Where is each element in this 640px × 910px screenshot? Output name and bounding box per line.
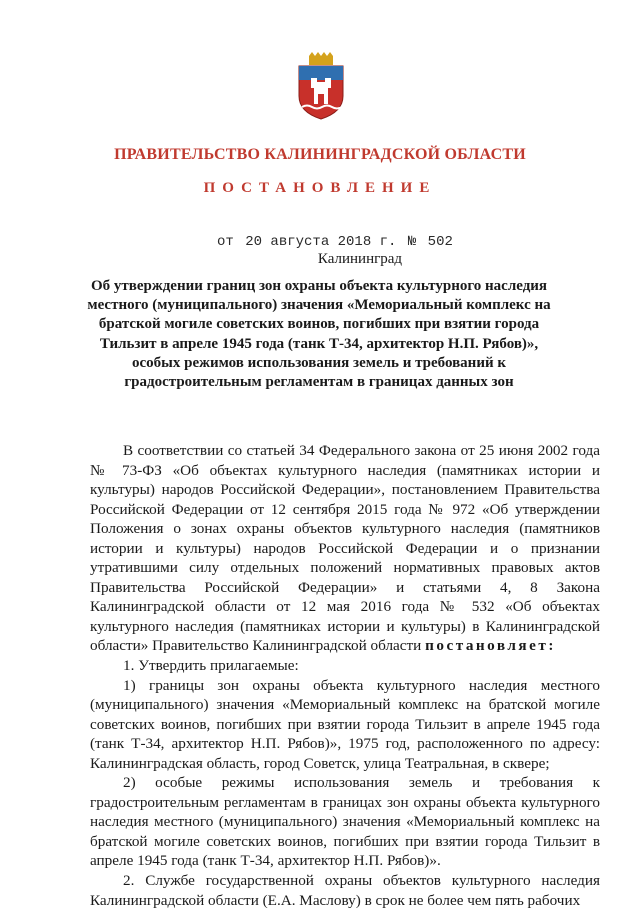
preamble-paragraph bbox=[90, 441, 600, 656]
item-1-2: 2) особые режимы использования земель и требования к градостроительным регламентам в границах зон охраны объекта культурного наследия местного (муниципального) значения «Мемориальный комплекс на братской могиле советских воинов, погибших при взятии города Тильзит в апреле 1945 года (танк Т-34, архитектор Н.П. Рябов)». bbox=[90, 774, 600, 870]
kaliningrad-coat-of-arms-icon bbox=[296, 52, 346, 120]
preamble-text: В соответствии со статьей 34 Федерального закона от 25 июня 2002 года № 73-ФЗ «Об объектах культурного наследия (памятниках истории и культуры) народов Российской Федерации», постановлением Правительства Российской Федерации от 12 сентября 2015 года № 972 «Об утверждении Положения о зонах охраны объектов культурного наследия (памятников истории и культуры) народов Российской Федерации и о признании утратившими силу отдельных положений нормативных правовых актов Правительства Российской Федерации» и статьями 4, 8 Закона Калининградской области от 12 мая 2016 года № 532 «Об объектах культурного наследия (памятниках истории и культуры) в Калининградской области» Правительство Калининградской области bbox=[90, 442, 600, 655]
item-1-1: 1) границы зон охраны объекта культурного наследия местного (муниципального) значения «Мемориальный комплекс на братской могиле советских воинов, погибших при взятии города Тильзит в апреле 1945 года (танк Т-34, архитектор Н.П. Рябов)», 1975 год, расположенного по адресу: Калининградская область, город Советск, улица Театральная, в сквере; bbox=[90, 676, 600, 772]
document-type: ПОСТАНОВЛЕНИЕ bbox=[203, 180, 437, 196]
document-subject: Об утверждении границ зон охраны объекта культурного наследия местного (муниципального) значения «Мемориальный комплекс на братской могиле советских воинов, погибших при взятии города Тильзит в апреле 1945 года (танк Т-34, архитектор Н.П. Рябов)», особых режимов использования земель и требований к градостроительным регламентам в границах данных зон bbox=[87, 278, 551, 391]
item-2: 2. Службе государственной охраны объектов культурного наследия Калининградской области (Е.А. Маслову) в срок не более чем пять рабочих bbox=[90, 872, 600, 909]
decree-word: постановляет: bbox=[425, 637, 556, 655]
date-prefix: от bbox=[217, 234, 234, 250]
number-sign: № bbox=[407, 234, 417, 250]
government-title: ПРАВИТЕЛЬСТВО КАЛИНИНГРАДСКОЙ ОБЛАСТИ bbox=[114, 146, 526, 163]
date-line bbox=[217, 234, 456, 250]
document-date: 20 августа 2018 г. bbox=[245, 234, 397, 250]
city: Калининград bbox=[317, 251, 403, 267]
document-body bbox=[90, 441, 600, 910]
item-1: 1. Утвердить прилагаемые: bbox=[123, 657, 299, 675]
document-number: 502 bbox=[427, 234, 453, 250]
